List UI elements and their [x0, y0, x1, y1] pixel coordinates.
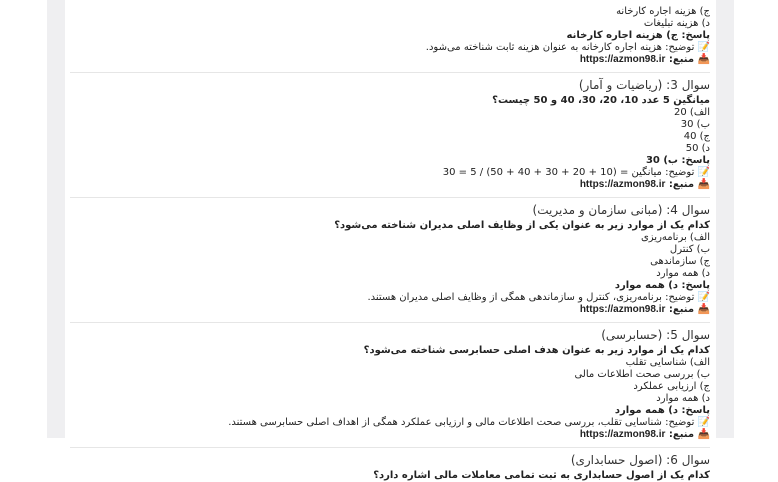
option: ب) کنترل: [669, 244, 710, 255]
quiz-content: [70, 0, 710, 481]
answer: پاسخ: د) همه موارد: [614, 405, 710, 416]
option: ب) 30: [680, 119, 710, 130]
divider: [70, 197, 710, 198]
source-label: 📥 منبع:: [668, 429, 710, 440]
option: د) 50: [685, 143, 710, 154]
source-link[interactable]: https://azmon98.ir: [579, 54, 666, 65]
option: الف) شناسایی تقلب: [625, 357, 710, 368]
question-block-3: [70, 77, 710, 191]
question-text: کدام یک از موارد زیر به عنوان یکی از وظایف اصلی مدیران شناخته می‌شود؟: [334, 220, 710, 231]
left-margin-stripe: [47, 0, 65, 438]
question-title: سوال 4: (مبانی سازمان و مدیریت): [532, 203, 710, 217]
question-title: سوال 3: (ریاضیات و آمار): [578, 78, 710, 92]
question-text: کدام یک از اصول حسابداری به ثبت تمامی معاملات مالی اشاره دارد؟: [373, 470, 710, 481]
option: ج) 40: [683, 131, 710, 142]
option: الف) 20: [674, 107, 710, 118]
source-link[interactable]: https://azmon98.ir: [579, 304, 666, 315]
divider: [70, 72, 710, 73]
question-block-6: [70, 452, 710, 482]
source-link[interactable]: https://azmon98.ir: [579, 429, 666, 440]
option: الف) برنامه‌ریزی: [640, 232, 710, 243]
explanation: 📝 توضیح: برنامه‌ریزی، کنترل و سازماندهی همگی از وظایف اصلی مدیران هستند.: [367, 292, 710, 303]
source-link[interactable]: https://azmon98.ir: [579, 179, 666, 190]
source-line: [70, 54, 710, 66]
divider: [70, 322, 710, 323]
divider: [70, 447, 710, 448]
right-margin-stripe: [716, 0, 734, 438]
answer: پاسخ: د) همه موارد: [614, 280, 710, 291]
option: ب) بررسی صحت اطلاعات مالی: [574, 369, 710, 380]
answer: پاسخ: ب) 30: [645, 155, 710, 166]
question-text: میانگین 5 عدد 10، 20، 30، 40 و 50 چیست؟: [492, 95, 710, 106]
option: ج) ارزیابی عملکرد: [633, 381, 710, 392]
explanation: 📝 توضیح: شناسایی تقلب، بررسی صحت اطلاعات مالی و ارزیابی عملکرد همگی از اهداف اصلی حسابرسی هستند.: [228, 417, 710, 428]
option: د) هزینه تبلیغات: [643, 18, 710, 29]
option: ج) هزینه اجاره کارخانه: [616, 6, 710, 17]
option: ج) سازماندهی: [650, 256, 710, 267]
question-text: کدام یک از موارد زیر به عنوان هدف اصلی حسابرسی شناخته می‌شود؟: [363, 345, 710, 356]
option: د) همه موارد: [656, 393, 710, 404]
question-block-previous: [70, 6, 710, 66]
question-block-5: [70, 327, 710, 441]
question-title: سوال 5: (حسابرسی): [601, 328, 710, 342]
source-label: 📥 منبع:: [668, 54, 710, 65]
source-line: [70, 429, 710, 441]
option: د) همه موارد: [656, 268, 710, 279]
question-block-4: [70, 202, 710, 316]
source-line: [70, 304, 710, 316]
source-label: 📥 منبع:: [668, 304, 710, 315]
explanation: 📝 توضیح: هزینه اجاره کارخانه به عنوان هزینه ثابت شناخته می‌شود.: [425, 42, 710, 53]
source-label: 📥 منبع:: [668, 179, 710, 190]
source-line: [70, 179, 710, 191]
explanation: 📝 توضیح: میانگین = (10 + 20 + 30 + 40 + 50) / 5 = 30: [442, 167, 710, 178]
answer: پاسخ: ج) هزینه اجاره کارخانه: [566, 30, 710, 41]
question-title: سوال 6: (اصول حسابداری): [570, 453, 710, 467]
